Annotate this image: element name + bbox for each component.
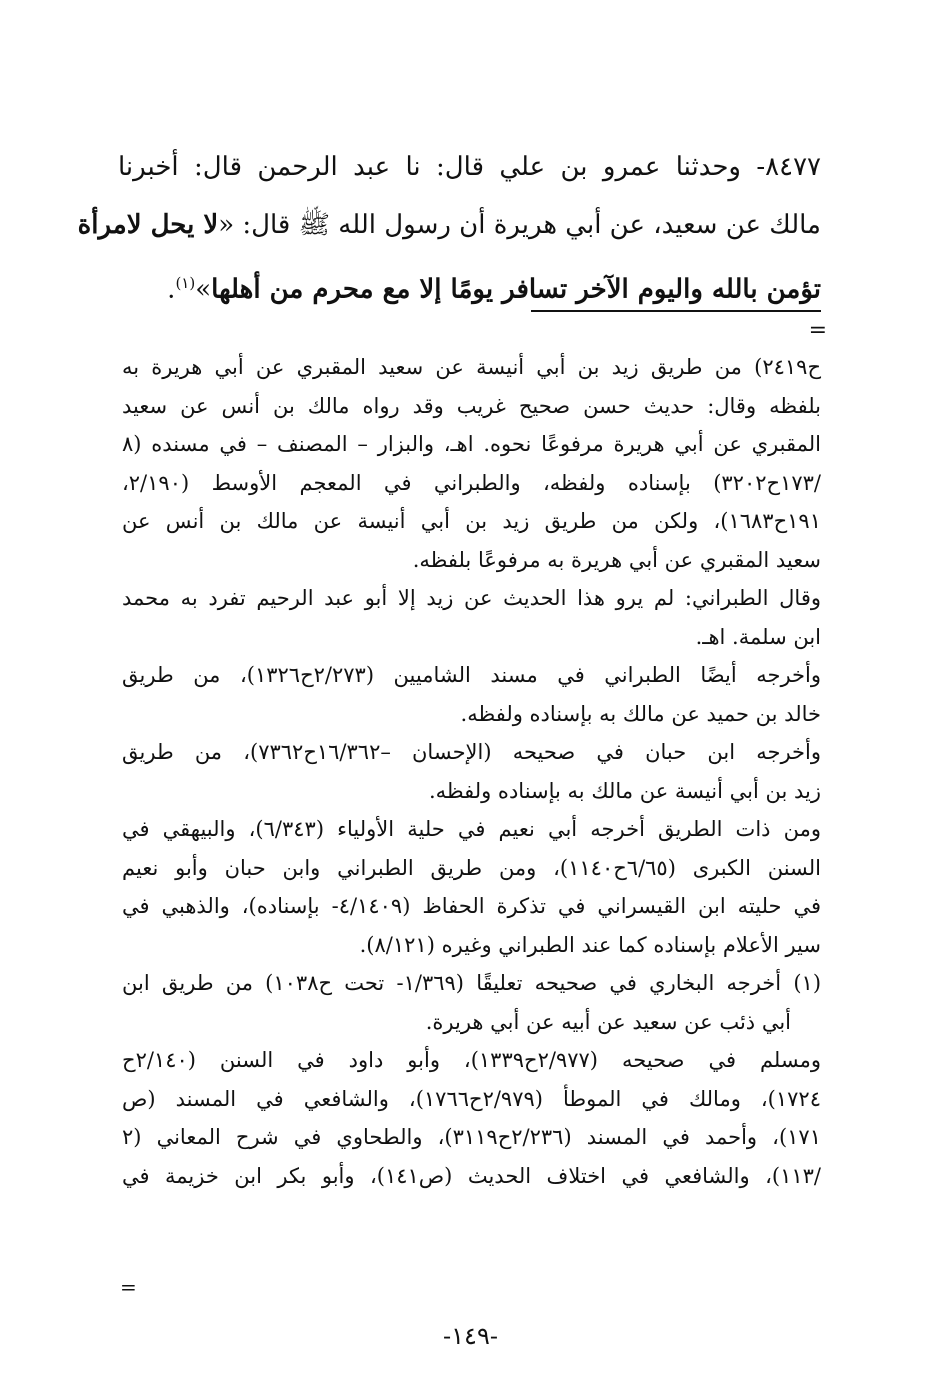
footnote-line: السنن الكبرى (٦/٦٥ح١١٤٠)، ومن طريق الطبراني وابن حبان وأبو نعيم [122, 855, 821, 880]
footnote-line: المقبري عن أبي هريرة مرفوعًا نحوه. اهـ، والبزار – المصنف – في مسنده (٨ [122, 432, 821, 456]
hadith-line-1-text: ٨٤٧٧- وحدثنا عمرو بن علي قال: نا عبد الرحمن قال: أخبرنا [118, 152, 821, 182]
footnote-line: ومن ذات الطريق أخرجه أبي نعيم في حلية الأولياء (٦/٣٤٣)، والبيهقي في [122, 817, 822, 841]
footnote-separator-rule [531, 310, 821, 312]
footnote-line: /١٧٣ح٣٢٠٢) بإسناده ولفظه، والطبراني في المعجم الأوسط (٢/١٩٠، [122, 470, 821, 495]
sentence-end: . [167, 274, 176, 305]
footnote-1-line: أبي ذئب عن سعيد عن أبيه عن أبي هريرة. [425, 1009, 791, 1034]
footnote-1-line: ١٧١)، وأحمد في المسند (٢/٢٣٦ح٣١١٩)، والطحاوي في شرح المعاني (٢ [122, 1125, 821, 1149]
footnotes-section [122, 348, 821, 1195]
footnote-line: بلفظه وقال: حديث حسن صحيح غريب وقد رواه مالك بن أنس عن سعيد [122, 393, 821, 418]
footnote-1-line: /١١٣)، والشافعي في اختلاف الحديث (ص١٤١)، وأبو بكر ابن خزيمة في [122, 1163, 821, 1188]
footnote-line: خالد بن حميد عن مالك به بإسناده ولفظه. [460, 701, 821, 726]
footnote-1-line: (١) أخرجه البخاري في صحيحه تعليقًا (١/٣٦٩- تحت ح١٠٣٨) من طريق ابن [122, 971, 822, 995]
hadith-text [77, 138, 821, 319]
footnote-line: وأخرجه ابن حبان في صحيحه (الإحسان –١٦/٣٦٢ح٧٣٦٢)، من طريق [122, 740, 822, 764]
footnote-1-line: ١٧٢٤)، ومالك في الموطأ (٢/٩٧٩ح١٧٦٦)، والشافعي في المسند (ص [122, 1086, 821, 1111]
footnote-line: في حليته ابن القيسراني في تذكرة الحفاظ (٤/١٤٠٩- بإسناده)، والذهبي في [122, 894, 822, 918]
footnote-line: سير الأعلام بإسناده كما عند الطبراني وغيره (٨/١٢١). [359, 932, 821, 957]
footnote-line: وقال الطبراني: لم يرو هذا الحديث عن زيد إلا أبو عبد الرحيم تفرد به محمد [122, 586, 821, 610]
hadith-line-3 [118, 254, 821, 319]
hadith-line-2 [77, 196, 821, 254]
footnote-line: ابن سلمة. اهـ. [695, 624, 821, 649]
continuation-mark: = [808, 318, 827, 343]
footnote-reference[interactable]: (١) [175, 274, 196, 292]
footnote-line: ح٢٤١٩) من طريق زيد بن أبي أنيسة عن سعيد المقبري عن أبي هريرة به [122, 355, 821, 379]
hadith-line-1 [118, 138, 821, 196]
footnote-line: وأخرجه أيضًا الطبراني في مسند الشاميين (٢/٢٧٣ح١٣٢٦)، من طريق [122, 663, 822, 687]
footnote-1-line: ومسلم في صحيحه (٢/٩٧٧ح١٣٣٩)، وأبو داود في السنن (٢/١٤٠ح [122, 1048, 821, 1072]
page-number: -١٤٩- [443, 1322, 498, 1350]
footnote-line: ١٩١ح١٦٨٣)، ولكن من طريق زيد بن أبي أنيسة عن مالك بن أنس عن [122, 509, 821, 533]
footnote-line: سعيد المقبري عن أبي هريرة به مرفوعًا بلفظه. [412, 547, 821, 572]
footnote-line: زيد بن أبي أنيسة عن مالك به بإسناده ولفظه. [428, 778, 821, 803]
hadith-quote-bold-end: تؤمن بالله واليوم الآخر تسافر يومًا إلا مع محرم من أهلها [211, 274, 821, 305]
hadith-quote-bold: لا يحل لامرأة [77, 210, 219, 240]
hadith-line-2-text: مالك عن سعيد، عن أبي هريرة أن رسول الله ﷺ قال: « [218, 210, 821, 240]
footer-continuation-mark: = [120, 1275, 137, 1299]
quote-close-mark: » [195, 274, 212, 305]
